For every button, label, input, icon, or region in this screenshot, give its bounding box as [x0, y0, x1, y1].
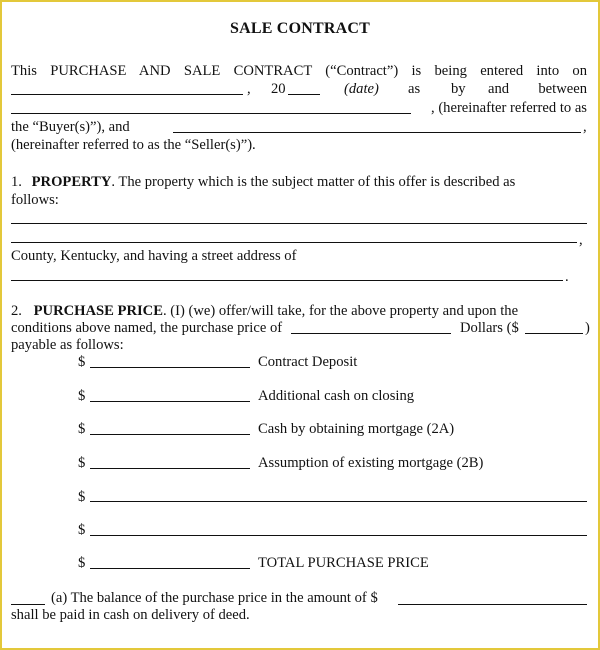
seller-name-blank[interactable] [173, 132, 581, 133]
amount-blank[interactable] [90, 434, 250, 435]
section-1-number: 1. [11, 174, 22, 190]
amount-blank[interactable] [90, 501, 587, 502]
buyer-text: the “Buyer(s)”), and [11, 119, 130, 135]
price-number-blank[interactable] [525, 333, 583, 334]
date-label: (date) [344, 81, 379, 97]
word-between: between [538, 81, 587, 97]
section-2-line-2: conditions above named, the purchase price of Dollars ($ ) [11, 320, 590, 336]
page-title: SALE CONTRACT [230, 20, 370, 37]
buyer-name-blank[interactable] [11, 113, 411, 114]
conditions-text: conditions above named, the purchase price of [11, 320, 283, 336]
property-description-blank-1[interactable] [11, 223, 587, 224]
amount-blank[interactable] [90, 468, 250, 469]
payment-label: Contract Deposit [258, 354, 358, 370]
section-2-line-1 [11, 302, 587, 320]
intro-line-4: the “Buyer(s)”), and , [11, 119, 587, 135]
dollar-sign: $ [78, 421, 86, 437]
total-label: TOTAL PURCHASE PRICE [258, 555, 429, 571]
payable-text: payable as follows: [11, 337, 124, 353]
dollar-sign: $ [78, 455, 86, 471]
dollar-sign: $ [78, 354, 86, 370]
property-description-blank-2[interactable] [11, 242, 577, 243]
section-1-follows: follows: [11, 192, 59, 208]
seller-text: (hereinafter referred to as the “Seller(s)”). [11, 137, 256, 153]
section-1-heading: PROPERTY [31, 174, 112, 190]
section-1-line-1 [11, 173, 587, 191]
dollar-sign: $ [78, 555, 86, 571]
intro-line-1: This PURCHASE AND SALE CONTRACT (“Contract”) is being entered into on [11, 63, 587, 79]
section-2-heading: PURCHASE PRICE [33, 303, 163, 319]
buyer-date-blank[interactable] [11, 94, 243, 95]
dollars-label: Dollars ($ [460, 320, 519, 336]
word-and: and [488, 81, 510, 97]
balance-text-2: shall be paid in cash on delivery of deed. [11, 607, 250, 623]
word-by: by [451, 81, 466, 97]
balance-initial-blank[interactable] [11, 604, 45, 605]
year-blank[interactable] [288, 94, 320, 95]
payment-label: Assumption of existing mortgage (2B) [258, 455, 484, 471]
amount-blank[interactable] [90, 401, 250, 402]
buyer-referred-text: , (hereinafter referred to as [431, 100, 587, 116]
dollar-sign: $ [78, 489, 86, 505]
county-text: County, Kentucky, and having a street address of [11, 248, 297, 264]
dollar-sign: $ [78, 522, 86, 538]
street-address-blank[interactable] [11, 280, 563, 281]
word-as: as [408, 81, 421, 97]
dollar-sign: $ [78, 388, 86, 404]
section-2-text: . (I) (we) offer/will take, for the above property and upon the [162, 303, 519, 319]
section-2-number: 2. [11, 303, 22, 319]
price-words-blank[interactable] [291, 333, 451, 334]
year-prefix: 20 [271, 81, 286, 97]
section-1-text: . The property which is the subject matter of this offer is described as [111, 174, 516, 190]
amount-blank[interactable] [90, 367, 250, 368]
total-amount-blank[interactable] [90, 568, 250, 569]
balance-text: (a) The balance of the purchase price in the amount of $ [51, 590, 378, 606]
payment-label: Cash by obtaining mortgage (2A) [258, 421, 455, 437]
amount-blank[interactable] [90, 535, 587, 536]
balance-amount-blank[interactable] [398, 604, 587, 605]
contract-page: SALE CONTRACT This PURCHASE AND SALE CONTRACT (“Contract”) is being entered into on , 20 (date) as by and between , (hereinafter referred to as the “Buyer(s)”), and , (hereinafter referred to as the “Seller(s)”). 1. PROPERTY. The property which is the subject matter of this offer is described as follows: , County, Kentucky, and having a street address of . 2. PURCHASE PRICE. (I) (we) offer/will take, for the above property and upon the conditions above named, the purchase price of Dollars ($ ) payable as follows: $ Contract Deposit $ Additional cash on closing $ Cash by obtaining mortgage (2A) $ Assumption of existing mortgage (2B) $ $ $ TOTAL PURCHASE PRICE (a) The balance of the purchase price in the amount of $ shall be paid in cash on delivery of deed. [2, 2, 598, 648]
payment-label: Additional cash on closing [258, 388, 415, 404]
